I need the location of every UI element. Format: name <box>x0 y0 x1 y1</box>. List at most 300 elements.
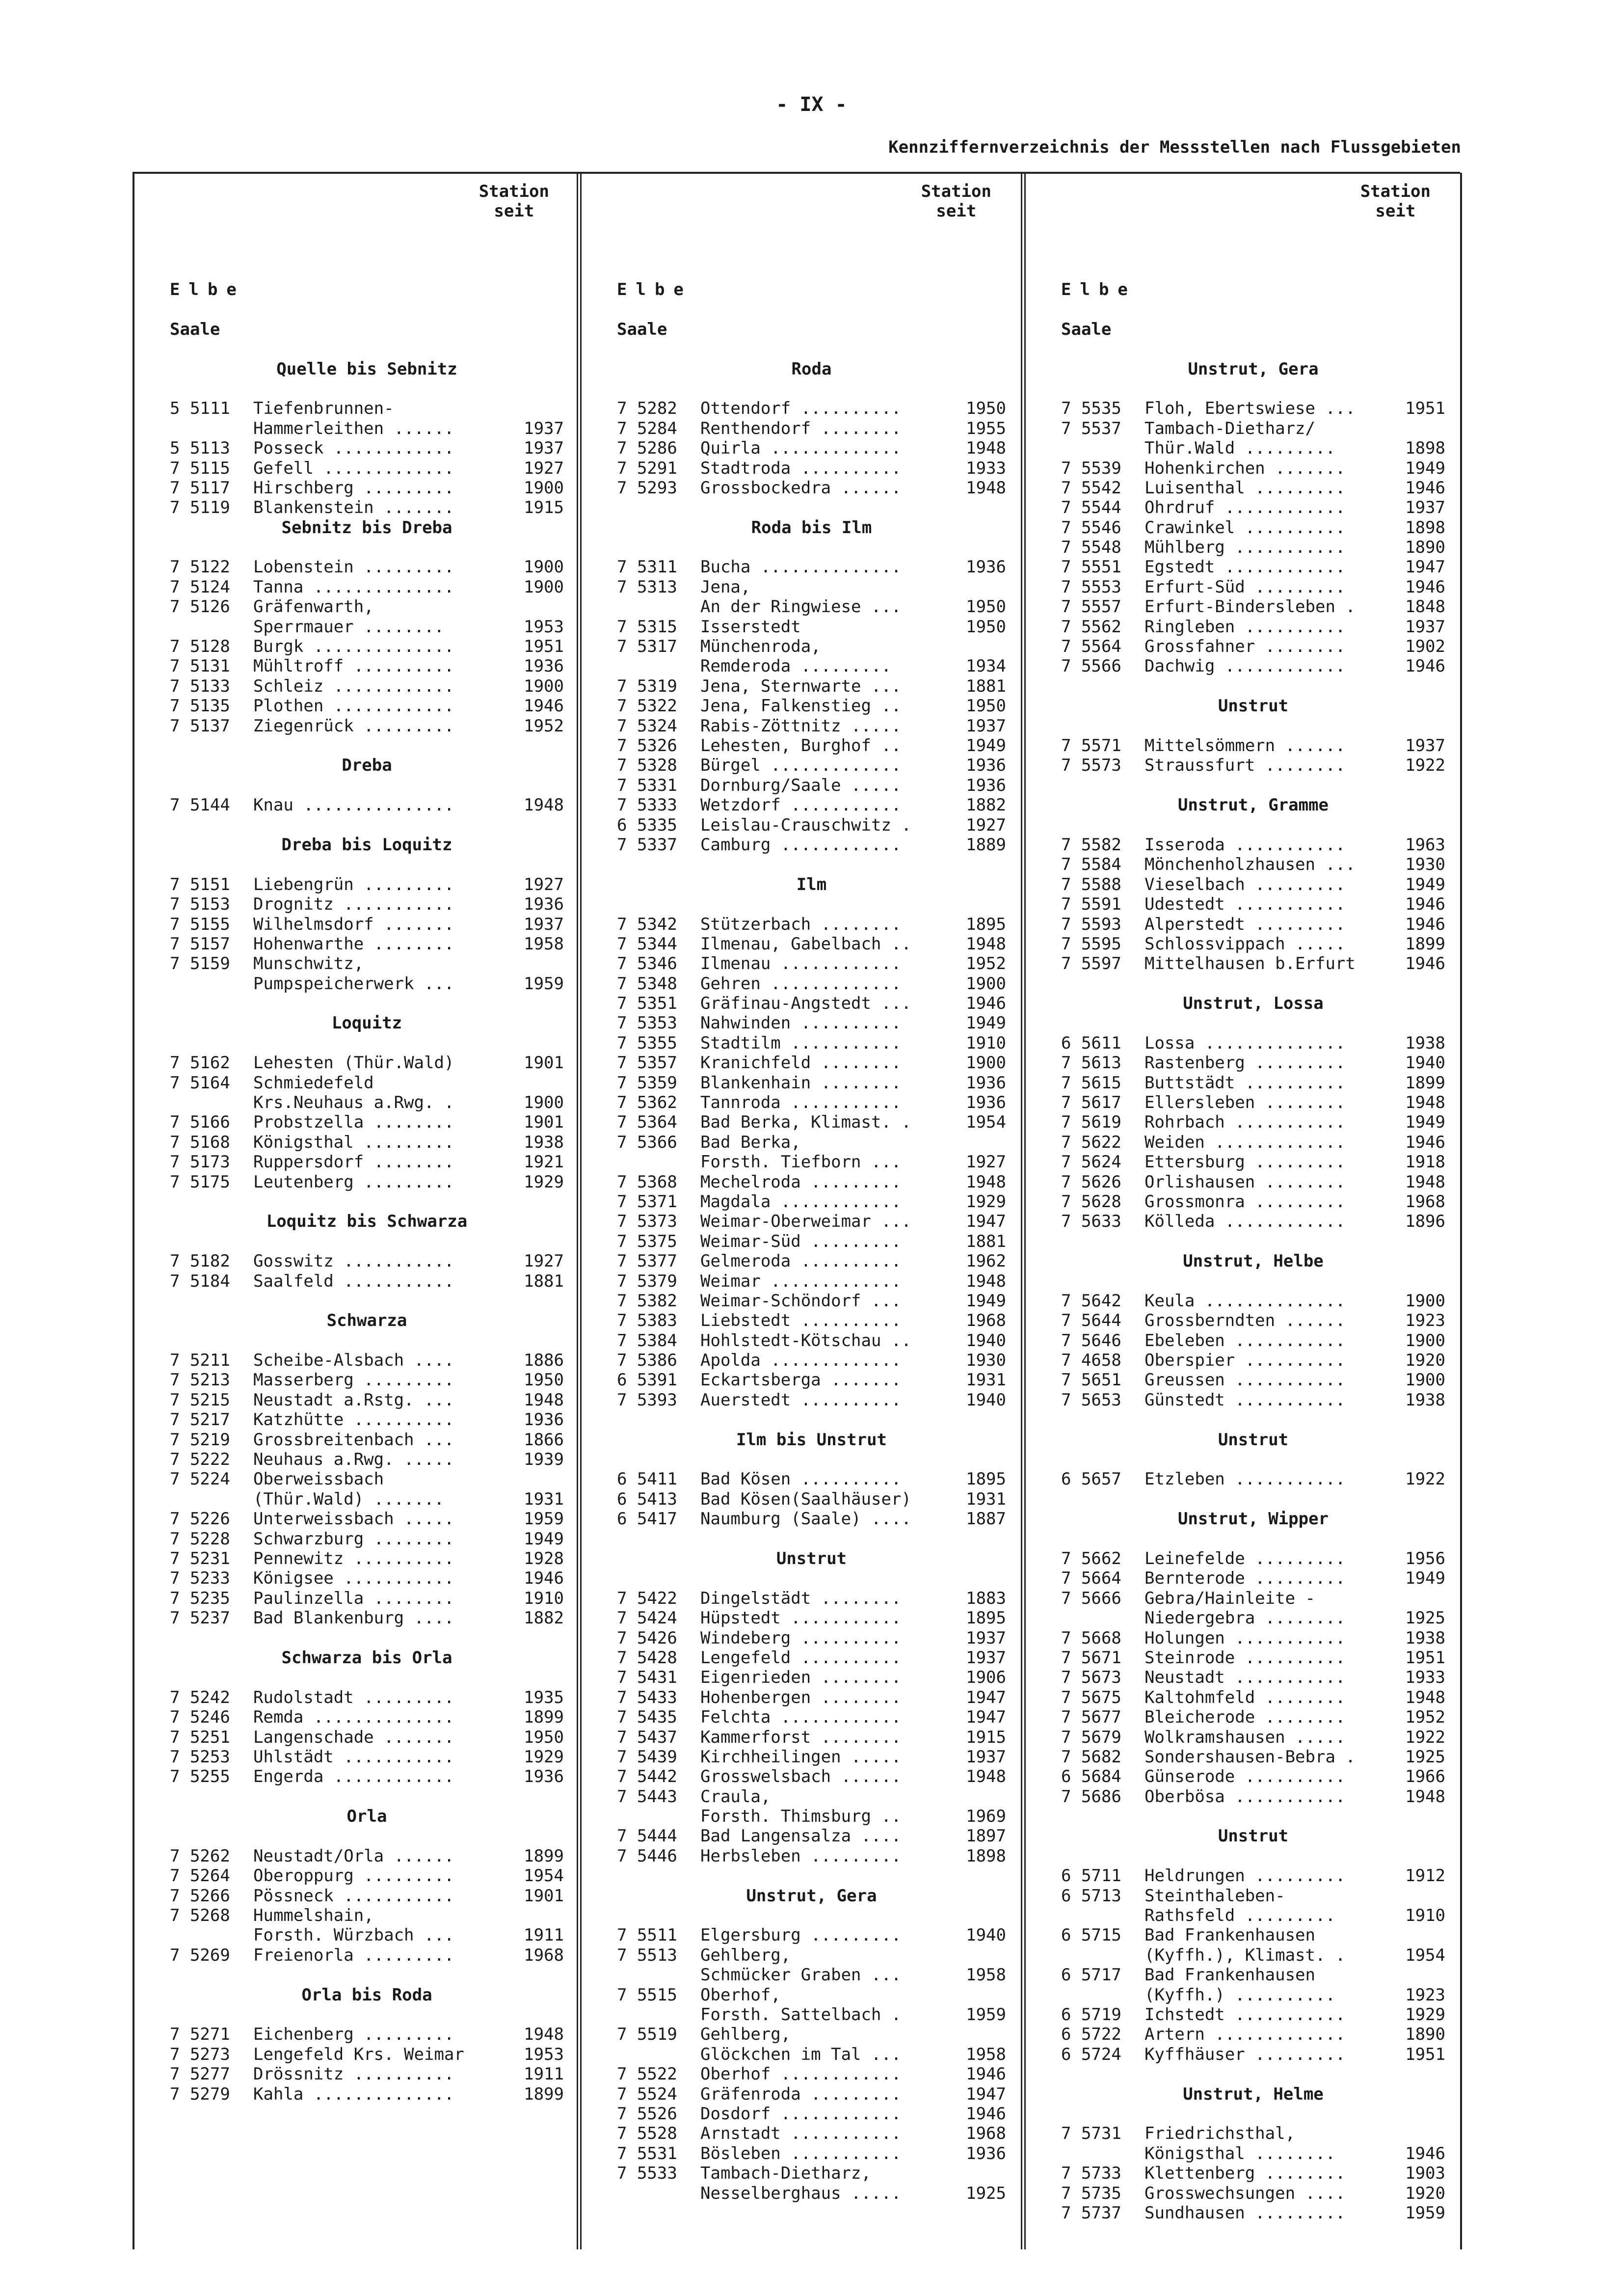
spacer <box>617 1866 1006 1886</box>
station-name: Floh, Ebertswiese ... <box>1144 399 1356 419</box>
station-code: 7 5668 <box>1061 1628 1121 1648</box>
station-year: 1910 <box>524 1588 564 1608</box>
station-name: Günstedt ........... <box>1144 1390 1346 1410</box>
station-year: 1899 <box>1405 934 1445 954</box>
station-year: 1946 <box>1405 954 1445 974</box>
station-code: 7 5548 <box>1061 538 1121 558</box>
station-code: 7 5326 <box>617 735 677 756</box>
spacer <box>1061 379 1445 399</box>
station-code: 7 5437 <box>617 1727 677 1747</box>
station-row <box>617 1390 1006 1410</box>
station-code: 7 5737 <box>1061 2203 1121 2223</box>
station-code <box>617 2045 700 2064</box>
station-code: 7 5333 <box>617 795 677 815</box>
station-year: 1949 <box>966 735 1006 756</box>
station-name: Niedergebra ........ <box>1144 1608 1346 1628</box>
station-year: 1950 <box>524 1727 564 1747</box>
station-code: 6 5417 <box>617 1509 677 1529</box>
station-name: Nesselberghaus ..... <box>700 2183 902 2203</box>
station-name: Pössneck ........... <box>253 1886 454 1906</box>
station-name: Greussen ........... <box>1144 1370 1346 1390</box>
station-name: Pennewitz .......... <box>253 1549 454 1568</box>
spacer <box>170 1965 564 1985</box>
station-code: 7 5644 <box>1061 1311 1121 1331</box>
station-row <box>170 1152 564 1172</box>
station-code: 7 5597 <box>1061 954 1121 974</box>
station-code: 7 4658 <box>1061 1351 1121 1371</box>
station-year <box>957 1985 1006 2005</box>
station-row <box>1061 597 1445 617</box>
station-code: 7 5124 <box>170 577 230 597</box>
station-name: Kammerforst ........ <box>700 1727 902 1747</box>
station-row <box>617 1668 1006 1687</box>
station-name: Heldrungen ......... <box>1144 1866 1346 1886</box>
station-row <box>617 2005 1006 2025</box>
station-year: 1931 <box>524 1489 564 1509</box>
spacer <box>617 339 1006 359</box>
station-year: 1906 <box>966 1668 1006 1688</box>
station-year: 1900 <box>524 577 564 597</box>
station-name: Tannroda ........... <box>700 1093 902 1113</box>
station-name: Dachwig ............ <box>1144 656 1346 676</box>
station-row <box>617 557 1006 577</box>
station-row <box>617 2124 1006 2143</box>
station-row <box>617 438 1006 458</box>
station-row <box>1061 835 1445 855</box>
station-row <box>170 1728 564 1747</box>
station-year: 1883 <box>966 1588 1006 1608</box>
station-row <box>1061 2144 1445 2163</box>
station-year <box>957 1133 1006 1152</box>
station-row <box>170 1093 564 1112</box>
station-name: Unterweissbach ..... <box>253 1509 454 1529</box>
station-name: Nahwinden .......... <box>700 1013 902 1033</box>
station-code: 7 5679 <box>1061 1727 1121 1747</box>
station-code: 7 5159 <box>170 954 230 974</box>
station-code: 6 5411 <box>617 1469 677 1489</box>
station-name: Weiden ............. <box>1144 1132 1346 1152</box>
station-code: 7 5651 <box>1061 1370 1121 1390</box>
station-name: Stadtroda .......... <box>700 458 902 478</box>
spacer <box>170 299 564 319</box>
station-code: 7 5286 <box>617 438 677 459</box>
station-row <box>1061 1311 1445 1330</box>
station-year: 1848 <box>1405 597 1445 617</box>
station-year: 1953 <box>524 617 564 637</box>
station-code <box>170 1925 253 1945</box>
station-row <box>617 974 1006 994</box>
station-code: 7 5277 <box>170 2064 230 2084</box>
station-row <box>1061 1608 1445 1628</box>
station-year: 1930 <box>1405 855 1445 875</box>
section-heading: Ilm <box>796 874 827 894</box>
station-row <box>1061 894 1445 914</box>
station-year: 1952 <box>1405 1707 1445 1728</box>
section-heading: Loquitz <box>331 1013 402 1033</box>
station-code: 7 5537 <box>1061 418 1121 438</box>
station-year: 1937 <box>524 418 564 438</box>
station-row <box>170 1053 564 1073</box>
station-row <box>170 954 564 973</box>
station-code: 7 5551 <box>1061 557 1121 577</box>
station-row <box>170 1390 564 1410</box>
station-code: 7 5626 <box>1061 1172 1121 1192</box>
station-code: 7 5246 <box>170 1707 230 1728</box>
station-row <box>617 1271 1006 1291</box>
station-year: 1949 <box>1405 874 1445 894</box>
station-year: 1963 <box>1405 835 1445 855</box>
station-name: Bad Berka, Klimast. . <box>700 1112 911 1133</box>
spacer <box>170 339 564 359</box>
station-name: Königsthal ......... <box>253 1132 454 1152</box>
table-column-2 <box>582 173 1021 2249</box>
station-year: 1968 <box>966 2124 1006 2144</box>
column-body <box>170 280 564 2104</box>
station-year: 1954 <box>966 1112 1006 1133</box>
station-row <box>170 597 564 617</box>
station-year: 1936 <box>966 557 1006 577</box>
section-heading: Orla bis Roda <box>301 1985 432 2005</box>
subriver-name: Saale <box>1061 319 1112 339</box>
station-name: Ichstedt ........... <box>1144 2004 1346 2025</box>
station-name: Hohenbergen ........ <box>700 1687 902 1707</box>
station-year <box>1396 419 1445 438</box>
station-year: 1958 <box>966 2044 1006 2064</box>
station-name: Lehesten, Burghof .. <box>700 735 902 756</box>
station-code: 7 5357 <box>617 1053 677 1073</box>
station-row <box>1061 459 1445 478</box>
station-row <box>617 399 1006 418</box>
station-year: 1936 <box>524 656 564 676</box>
station-code: 7 5126 <box>170 597 230 617</box>
station-name: Mittelsömmern ...... <box>1144 735 1346 756</box>
station-year: 1951 <box>524 637 564 657</box>
station-code <box>617 1807 700 1826</box>
station-row <box>617 1589 1006 1608</box>
station-code <box>617 2184 700 2203</box>
station-code: 7 5262 <box>170 1846 230 1866</box>
station-year: 1886 <box>524 1351 564 1371</box>
station-row <box>617 1648 1006 1668</box>
station-name: Bucha .............. <box>700 557 902 577</box>
station-year: 1899 <box>1405 1073 1445 1093</box>
station-row <box>617 1053 1006 1073</box>
station-row <box>170 1410 564 1430</box>
station-row <box>617 1073 1006 1093</box>
station-row <box>1061 1112 1445 1132</box>
station-row <box>170 1945 564 1965</box>
station-year: 1950 <box>524 1370 564 1390</box>
station-code: 7 5544 <box>1061 498 1121 518</box>
station-name: Münchenroda, <box>700 637 821 657</box>
station-code: 7 5166 <box>170 1112 230 1133</box>
station-code: 7 5673 <box>1061 1668 1121 1688</box>
station-row <box>617 1608 1006 1628</box>
spacer <box>1061 1529 1445 1549</box>
station-year: 1959 <box>966 2004 1006 2025</box>
station-year: 1937 <box>1405 735 1445 756</box>
station-row <box>1061 1568 1445 1588</box>
station-name: Sperrmauer ........ <box>253 617 444 637</box>
station-row <box>1061 399 1445 418</box>
section-heading: Unstrut <box>776 1549 847 1568</box>
station-name: Quirla ............. <box>700 438 902 459</box>
station-row <box>1061 1291 1445 1311</box>
station-code: 7 5351 <box>617 994 677 1014</box>
station-code: 6 5713 <box>1061 1886 1121 1906</box>
station-name: Weimar ............. <box>700 1271 902 1291</box>
station-name: Weimar-Oberweimar ... <box>700 1212 911 1232</box>
station-code: 7 5573 <box>1061 756 1121 776</box>
station-code: 6 5611 <box>1061 1033 1121 1053</box>
station-row <box>170 1489 564 1509</box>
station-row <box>617 1965 1006 1985</box>
station-name: Bad Berka, <box>700 1132 801 1152</box>
station-name: Isserstedt <box>700 617 801 637</box>
station-year <box>957 577 1006 597</box>
station-year: 1968 <box>524 1945 564 1965</box>
station-code: 7 5366 <box>617 1132 677 1152</box>
station-name: Holungen ........... <box>1144 1628 1346 1648</box>
station-code: 7 5571 <box>1061 735 1121 756</box>
station-row <box>1061 1152 1445 1172</box>
station-name: Oberweissbach <box>253 1469 384 1489</box>
station-code: 5 5111 <box>170 399 230 419</box>
station-code <box>170 974 253 994</box>
station-code: 7 5237 <box>170 1608 230 1628</box>
station-year: 1936 <box>966 1093 1006 1113</box>
station-row <box>1061 478 1445 498</box>
spacer <box>1061 299 1445 319</box>
station-name: Drössnitz .......... <box>253 2064 454 2084</box>
station-name: Weimar-Schöndorf ... <box>700 1291 902 1311</box>
station-row <box>617 2144 1006 2163</box>
station-name: Buttstädt .......... <box>1144 1073 1346 1093</box>
station-year: 1950 <box>966 399 1006 419</box>
station-code: 7 5628 <box>1061 1191 1121 1212</box>
station-code: 7 5633 <box>1061 1212 1121 1232</box>
station-year: 1920 <box>1405 1351 1445 1371</box>
station-row <box>617 637 1006 656</box>
station-row <box>617 954 1006 973</box>
station-row <box>1061 875 1445 894</box>
station-code <box>170 1093 253 1112</box>
station-code <box>617 2005 700 2025</box>
station-code: 7 5242 <box>170 1687 230 1707</box>
station-year: 1922 <box>1405 1727 1445 1747</box>
station-row <box>617 776 1006 795</box>
station-row <box>617 1251 1006 1271</box>
station-code: 7 5346 <box>617 954 677 974</box>
station-name: Oberspier .......... <box>1144 1351 1346 1371</box>
station-year: 1953 <box>524 2044 564 2064</box>
station-code: 7 5682 <box>1061 1747 1121 1767</box>
spacer <box>617 299 1006 319</box>
station-name: Gelmeroda .......... <box>700 1251 902 1271</box>
station-name: Erfurt-Bindersleben . <box>1144 597 1356 617</box>
station-year: 1949 <box>1405 1568 1445 1589</box>
station-year <box>1396 1886 1445 1906</box>
station-year: 1895 <box>966 1608 1006 1628</box>
station-row <box>1061 577 1445 597</box>
station-row <box>617 478 1006 498</box>
station-year: 1946 <box>1405 2143 1445 2163</box>
subriver-name: Saale <box>617 319 667 339</box>
station-year: 1911 <box>524 2064 564 2084</box>
station-row <box>617 994 1006 1013</box>
station-name: Mittelhausen b.Erfurt <box>1144 954 1356 974</box>
station-code: 7 5213 <box>170 1370 230 1390</box>
station-row <box>617 597 1006 617</box>
station-name: Grosswelsbach ...... <box>700 1767 902 1787</box>
station-code: 7 5348 <box>617 973 677 994</box>
station-name: Egstedt ............ <box>1144 557 1346 577</box>
station-name: Forsth. Sattelbach . <box>700 2004 902 2025</box>
column-header <box>1360 182 1431 221</box>
station-year: 1899 <box>524 1846 564 1866</box>
station-code: 7 5431 <box>617 1668 677 1688</box>
station-row <box>1061 954 1445 973</box>
station-code: 7 5564 <box>1061 637 1121 657</box>
column-header-seit: seit <box>936 201 977 221</box>
station-name: Remda .............. <box>253 1707 454 1728</box>
station-year: 1952 <box>966 954 1006 974</box>
station-year: 1947 <box>966 1687 1006 1707</box>
station-name: Ebeleben ........... <box>1144 1330 1346 1351</box>
spacer <box>617 1568 1006 1588</box>
station-year: 1899 <box>524 2084 564 2104</box>
station-row <box>1061 1331 1445 1351</box>
station-name: Schleiz ............ <box>253 676 454 696</box>
station-year: 1936 <box>524 894 564 915</box>
station-name: Eigenrieden ........ <box>700 1668 902 1688</box>
station-name: Neustadt/Orla ...... <box>253 1846 454 1866</box>
station-row <box>170 1073 564 1093</box>
station-year: 1958 <box>524 934 564 954</box>
station-row <box>1061 1747 1445 1767</box>
spacer <box>170 1826 564 1846</box>
station-name: Liebengrün ......... <box>253 874 454 894</box>
station-year: 1950 <box>966 696 1006 716</box>
station-row <box>617 1489 1006 1509</box>
station-code: 7 5282 <box>617 399 677 419</box>
column-header-seit: seit <box>494 201 534 221</box>
station-code: 6 5413 <box>617 1489 677 1509</box>
station-code: 7 5122 <box>170 557 230 577</box>
column-body <box>1061 280 1445 2223</box>
page-heading: Kennziffernverzeichnis der Messstellen nach Flussgebieten <box>888 137 1461 157</box>
station-name: Uhlstädt ........... <box>253 1747 454 1767</box>
station-name: Dornburg/Saale ..... <box>700 775 902 795</box>
station-name: Straussfurt ........ <box>1144 756 1346 776</box>
station-code: 7 5526 <box>617 2104 677 2124</box>
station-year: 1956 <box>1405 1549 1445 1568</box>
station-name: Remderoda ......... <box>700 656 891 676</box>
subriver-name: Saale <box>170 319 220 339</box>
spacer <box>170 776 564 795</box>
station-name: Oberbösa ........... <box>1144 1786 1346 1807</box>
station-name: Günserode .......... <box>1144 1767 1346 1787</box>
station-name: Engerda ............ <box>253 1767 454 1787</box>
station-code: 7 5646 <box>1061 1330 1121 1351</box>
station-row <box>1061 1945 1445 1965</box>
station-code: 7 5422 <box>617 1588 677 1608</box>
station-year: 1949 <box>1405 1112 1445 1133</box>
station-name: Auerstedt .......... <box>700 1390 902 1410</box>
station-row <box>617 459 1006 478</box>
spacer <box>1061 716 1445 736</box>
spacer <box>170 1331 564 1351</box>
column-body <box>617 280 1006 2203</box>
station-name: Rabis-Zöttnitz ..... <box>700 716 902 736</box>
station-name: Naumburg (Saale) .... <box>700 1509 911 1529</box>
station-name: Liebstedt .......... <box>700 1311 902 1331</box>
station-code: 7 5253 <box>170 1747 230 1767</box>
station-code: 7 5231 <box>170 1549 230 1568</box>
station-year: 1915 <box>524 498 564 518</box>
station-row <box>617 617 1006 637</box>
station-name: Hüpstedt ........... <box>700 1608 902 1628</box>
section-heading: Orla <box>346 1807 387 1827</box>
spacer <box>1061 1450 1445 1469</box>
section-heading: Unstrut, Gramme <box>1177 795 1329 815</box>
station-name: Kyffhäuser ......... <box>1144 2044 1346 2064</box>
station-code: 7 5671 <box>1061 1648 1121 1668</box>
station-year: 1935 <box>524 1687 564 1707</box>
station-name: Hohlstedt-Kötschau .. <box>700 1330 911 1351</box>
station-name: Gefell ............. <box>253 458 454 478</box>
station-row <box>170 934 564 954</box>
station-year: 1882 <box>966 795 1006 815</box>
station-name: Jena, <box>700 577 751 597</box>
station-row <box>170 2025 564 2044</box>
station-row <box>1061 656 1445 676</box>
station-name: Ilmenau ............ <box>700 954 902 974</box>
station-row <box>617 2045 1006 2064</box>
section-heading: Unstrut, Helme <box>1183 2084 1324 2104</box>
station-code: 6 5711 <box>1061 1866 1121 1886</box>
station-name: Munschwitz, <box>253 954 364 974</box>
station-row <box>617 2084 1006 2104</box>
station-code: 7 5531 <box>617 2143 677 2163</box>
station-name: Artern ............. <box>1144 2025 1346 2045</box>
station-code <box>1061 1608 1144 1628</box>
station-name: Grossmonra ......... <box>1144 1191 1346 1212</box>
station-name: Drognitz ........... <box>253 894 454 915</box>
station-code: 7 5222 <box>170 1450 230 1470</box>
station-year <box>515 1469 564 1489</box>
station-row <box>170 1568 564 1588</box>
station-year: 1901 <box>524 1053 564 1073</box>
station-code: 7 5539 <box>1061 458 1121 478</box>
station-year: 1958 <box>966 1965 1006 1985</box>
station-row <box>1061 1668 1445 1687</box>
station-year: 1925 <box>966 2183 1006 2203</box>
spacer <box>170 1628 564 1648</box>
station-row <box>1061 1351 1445 1370</box>
section-heading: Schwarza bis Orla <box>281 1648 452 1668</box>
station-name: Crawinkel .......... <box>1144 517 1346 538</box>
station-name: Etzleben ........... <box>1144 1469 1346 1489</box>
station-code: 6 5724 <box>1061 2044 1121 2064</box>
station-row <box>1061 2124 1445 2143</box>
station-name: Kranichfeld ........ <box>700 1053 902 1073</box>
station-row <box>170 459 564 478</box>
station-row <box>1061 1648 1445 1668</box>
station-name: Tiefenbrunnen- <box>253 399 394 419</box>
station-code: 7 5215 <box>170 1390 230 1410</box>
station-row <box>617 1826 1006 1846</box>
